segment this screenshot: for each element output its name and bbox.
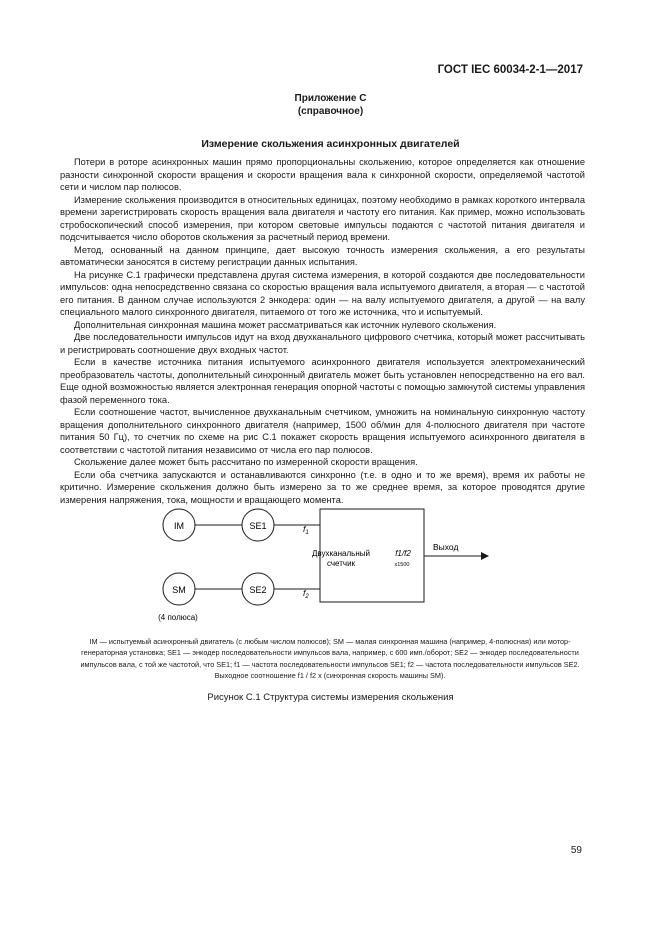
slip-measurement-diagram: [155, 504, 505, 629]
paragraph: Измерение скольжения производится в относительных единицах, поэтому необходимо в рамках короткого интервала времени зарегистрировать скорость вращения вала двигателя и частоту его питания. Как пример, можно использовать стробоскопический способ измерения, при котором световые импульсы подаются с частотой питания двигателя и подсчитывается число оборотов скольжения за расчетный период времени.: [60, 194, 585, 242]
paragraph: Метод, основанный на данном принципе, дает высокую точность измерения скольжения, а его результаты автоматически заносятся в систему регистрации данных испытания.: [60, 244, 585, 267]
paragraph: Скольжение далее может быть рассчитано по измеренной скорости вращения.: [74, 457, 418, 467]
section-title: Измерение скольжения асинхронных двигателей: [201, 138, 460, 150]
standard-header: ГОСТ IEC 60034-2-1—2017: [437, 64, 583, 76]
paragraph: На рисунке С.1 графически представлена другая система измерения, в которой создаются две последовательности импульсов: одна непосредственно связана со скоростью вращения вала испытуемого двигателя, а вторая — с частотой его питания. В данном случае используются 2 энкодера: один — на валу испытуемого двигателя, а другой — на валу специального малого синхронного двигателя, питаемого от того же источника, что и испытуемый.: [60, 269, 585, 317]
appendix-title: Приложение С: [294, 93, 367, 104]
f2-label: $f_2$: [303, 588, 309, 600]
output-label: Выход: [433, 542, 459, 552]
counter-label-line1: Двухканальный: [312, 549, 370, 558]
sm-label: SM: [172, 585, 186, 595]
ratio-label: f1/f2: [395, 549, 411, 558]
paragraph: Если оба счетчика запускаются и останавливаются синхронно (т.е. в одно и то же время), время их работы не критично. Измерение скольжения должно быть измерено за то же среднее время, за которое проводятся другие измерения напряжения, тока, мощности и вращающего момента.: [60, 469, 585, 505]
paragraph: Если соотношение частот, вычисленное двухканальным счетчиком, умножить на номинальную синхронную частоту вращения дополнительного синхронного двигателя (например, 1500 об/мин для 4-полюсного двигателя при частоте питания 50 Гц), то счетчик по схеме на рис С.1 покажет скорость вращения испытуемого асинхронного двигателя в соответствии с частотой питания независимо от числа его пар полюсов.: [60, 407, 585, 455]
page-number: 59: [570, 845, 582, 856]
poles-label: (4 полюса): [158, 613, 198, 622]
appendix-heading: [0, 92, 661, 118]
figure-legend: [70, 636, 590, 681]
paragraph: Две последовательности импульсов идут на вход двухканального цифрового счетчика, который может рассчитывать и регистрировать соотношение двух входных частот.: [60, 332, 585, 355]
figure-caption: Рисунок С.1 Структура системы измерения скольжения: [207, 692, 454, 703]
se1-label: SE1: [249, 521, 267, 531]
legend-text: IM — испытуемый асинхронный двигатель (с любым числом полюсов); SM — малая синхронная машина (например, 4-полюсная) или мотор-генераторная установка; SE1 — энкодер последовательности импульсов вала, например, с 600 имп./оборот; SE2 — энкодер последовательности импульсов вала, с той же частотой, что SE1; f1 — частота последовательности импульсов SE1; f2 — частота последовательности импульсов SE2. Выходное соотношение f1 / f2 x (синхронная скорость машины SM).: [80, 637, 580, 680]
paragraph: Потери в роторе асинхронных машин прямо пропорциональны скольжению, которое определяется как отношение разности синхронной скорости вращения и скорости вращения вала к синхронной скорости, определяемой частотой сети и числом пар полюсов.: [60, 157, 585, 192]
body-text: [60, 156, 585, 506]
counter-label-line2: счетчик: [326, 559, 356, 568]
multiplier-label: x1500: [394, 562, 410, 568]
im-label: IM: [174, 521, 184, 531]
paragraph: Если в качестве источника питания испытуемого асинхронного двигателя используется электромеханический преобразователь частоты, дополнительный синхронный двигатель может быть установлен непосредственно на его вал. Еще одной возможностью является электронная генерация опорной частоты с помощью замкнутой системы управления фазой переменного тока.: [60, 357, 585, 405]
f1-label: $f_1$: [303, 524, 309, 536]
paragraph: Дополнительная синхронная машина может рассматриваться как источник нулевого скольжения.: [74, 319, 497, 330]
se2-label: SE2: [249, 585, 267, 595]
appendix-subtitle: (справочное): [297, 106, 364, 117]
